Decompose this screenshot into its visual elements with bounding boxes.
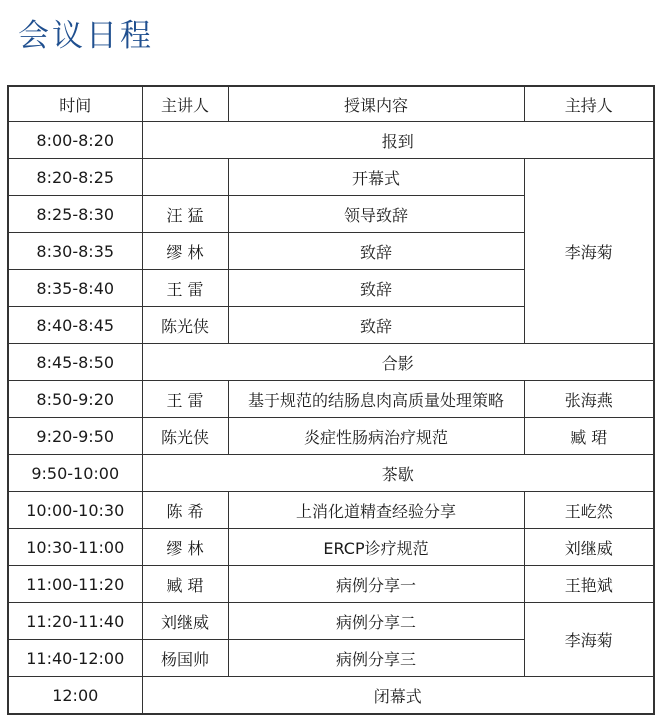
time-cell: 8:40-8:45: [8, 307, 142, 344]
host-cell: 李海菊: [524, 159, 654, 344]
time-cell: 8:50-9:20: [8, 381, 142, 418]
content-cell: 领导致辞: [228, 196, 524, 233]
table-row: [8, 603, 654, 640]
table-row: [8, 418, 654, 455]
speaker-cell: 杨国帅: [142, 640, 228, 677]
speaker-cell: 臧 珺: [142, 566, 228, 603]
table-header-row: [8, 86, 654, 122]
speaker-cell: 缪 林: [142, 529, 228, 566]
table-row: [8, 122, 654, 159]
header-host: 主持人: [524, 86, 654, 122]
time-cell: 8:20-8:25: [8, 159, 142, 196]
speaker-cell: 汪 猛: [142, 196, 228, 233]
speaker-cell: 刘继威: [142, 603, 228, 640]
time-cell: 8:30-8:35: [8, 233, 142, 270]
speaker-cell: [142, 159, 228, 196]
speaker-cell: 陈 希: [142, 492, 228, 529]
content-cell: 炎症性肠病治疗规范: [228, 418, 524, 455]
table-row: [8, 159, 654, 196]
time-cell: 12:00: [8, 677, 142, 715]
page-title: 会议日程: [18, 18, 154, 54]
content-cell: 病例分享二: [228, 603, 524, 640]
header-time: 时间: [8, 86, 142, 122]
table-row: [8, 677, 654, 715]
table-row: [8, 492, 654, 529]
speaker-cell: 缪 林: [142, 233, 228, 270]
table-row: [8, 344, 654, 381]
header-speaker: 主讲人: [142, 86, 228, 122]
time-cell: 10:00-10:30: [8, 492, 142, 529]
time-cell: 8:45-8:50: [8, 344, 142, 381]
time-cell: 11:20-11:40: [8, 603, 142, 640]
content-cell: 致辞: [228, 233, 524, 270]
content-cell: 闭幕式: [142, 677, 654, 715]
host-cell: 王艳斌: [524, 566, 654, 603]
content-cell: 致辞: [228, 307, 524, 344]
time-cell: 9:50-10:00: [8, 455, 142, 492]
header-content: 授课内容: [228, 86, 524, 122]
host-cell: 臧 珺: [524, 418, 654, 455]
time-cell: 8:00-8:20: [8, 122, 142, 159]
content-cell: 报到: [142, 122, 654, 159]
host-cell: 李海菊: [524, 603, 654, 677]
content-cell: ERCP诊疗规范: [228, 529, 524, 566]
speaker-cell: 陈光侠: [142, 307, 228, 344]
speaker-cell: 陈光侠: [142, 418, 228, 455]
speaker-cell: 王 雷: [142, 381, 228, 418]
content-cell: 茶歇: [142, 455, 654, 492]
content-cell: 致辞: [228, 270, 524, 307]
host-cell: 刘继威: [524, 529, 654, 566]
speaker-cell: 王 雷: [142, 270, 228, 307]
table-row: [8, 529, 654, 566]
time-cell: 8:25-8:30: [8, 196, 142, 233]
time-cell: 9:20-9:50: [8, 418, 142, 455]
table-row: [8, 455, 654, 492]
time-cell: 8:35-8:40: [8, 270, 142, 307]
content-cell: 基于规范的结肠息肉高质量处理策略: [228, 381, 524, 418]
time-cell: 10:30-11:00: [8, 529, 142, 566]
content-cell: 合影: [142, 344, 654, 381]
time-cell: 11:40-12:00: [8, 640, 142, 677]
content-cell: 病例分享三: [228, 640, 524, 677]
table-row: [8, 381, 654, 418]
content-cell: 上消化道精查经验分享: [228, 492, 524, 529]
content-cell: 开幕式: [228, 159, 524, 196]
table-row: [8, 566, 654, 603]
host-cell: 张海燕: [524, 381, 654, 418]
host-cell: 王屹然: [524, 492, 654, 529]
content-cell: 病例分享一: [228, 566, 524, 603]
time-cell: 11:00-11:20: [8, 566, 142, 603]
schedule-table: [7, 85, 655, 715]
